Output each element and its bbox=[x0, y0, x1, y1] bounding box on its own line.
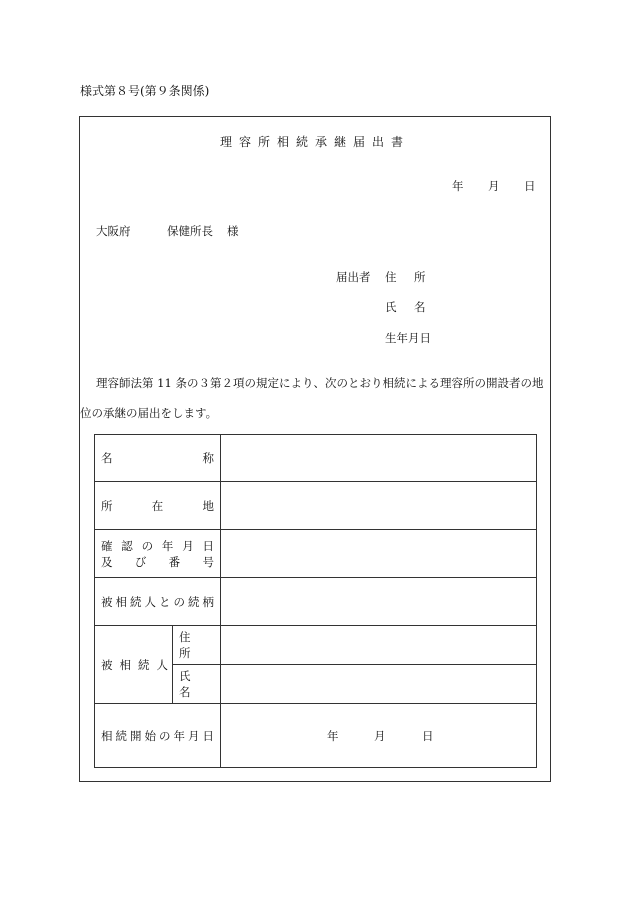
label-char: 所 bbox=[101, 498, 113, 513]
label-char: 年 bbox=[161, 538, 174, 553]
label-char: 称 bbox=[202, 451, 214, 465]
label-char: 月 bbox=[188, 728, 200, 743]
name-value-cell[interactable] bbox=[221, 435, 537, 482]
label-char: と bbox=[159, 594, 171, 609]
notifier-name-label: 氏 名 bbox=[385, 300, 429, 314]
notification-table bbox=[94, 434, 537, 768]
table-row bbox=[95, 578, 537, 626]
location-value-cell[interactable] bbox=[221, 482, 537, 530]
label-char: 続 bbox=[115, 728, 127, 743]
label-char: 名 bbox=[101, 451, 113, 465]
notifier-address-label: 住 所 bbox=[385, 270, 429, 284]
decedent-label bbox=[101, 657, 168, 673]
start-date-label bbox=[101, 728, 214, 744]
label-char: 始 bbox=[144, 728, 156, 743]
start-date-day: 日 bbox=[422, 729, 434, 743]
name-label bbox=[101, 450, 214, 466]
label-char: 号 bbox=[202, 554, 214, 569]
decedent-name-value-cell[interactable] bbox=[221, 665, 537, 704]
label-char: 認 bbox=[121, 538, 133, 553]
label-char: 続 bbox=[138, 657, 150, 672]
label-char: 相 bbox=[119, 657, 131, 672]
table-row bbox=[95, 626, 537, 665]
label-char: の bbox=[159, 728, 171, 743]
label-char: 日 bbox=[202, 538, 214, 553]
start-date-month: 月 bbox=[374, 729, 386, 743]
body-text-line1: 理容師法第 11 条の３第２項の規定により、次のとおり相続による理容所の開設者の地 bbox=[96, 376, 544, 390]
relation-label bbox=[101, 594, 214, 610]
body-text-line2: 位の承継の届出をします。 bbox=[80, 406, 218, 420]
label-char: 被 bbox=[101, 657, 113, 672]
label-char: 柄 bbox=[202, 594, 214, 609]
label-char: 続 bbox=[188, 594, 200, 609]
addressee-prefecture: 大阪府 bbox=[96, 224, 131, 238]
label-char: 日 bbox=[202, 728, 214, 743]
label-char: 及 bbox=[101, 554, 113, 569]
label-char: 確 bbox=[101, 538, 113, 553]
start-date-value-cell[interactable] bbox=[221, 704, 537, 768]
label-char: の bbox=[141, 538, 154, 553]
label-char: 地 bbox=[202, 498, 214, 513]
decedent-address-value-cell[interactable] bbox=[221, 626, 537, 665]
date-day: 日 bbox=[524, 179, 536, 193]
label-char: 在 bbox=[151, 498, 164, 513]
start-date-year: 年 bbox=[327, 729, 339, 743]
label-char: び bbox=[134, 554, 147, 569]
table-row bbox=[95, 435, 537, 482]
label-char: の bbox=[173, 594, 185, 609]
addressee-honorific: 様 bbox=[227, 224, 239, 238]
relation-value-cell[interactable] bbox=[221, 578, 537, 626]
notifier-birthdate-label: 生年月日 bbox=[385, 331, 431, 345]
table-row bbox=[95, 530, 537, 578]
table-row bbox=[95, 482, 537, 530]
label-char: 年 bbox=[173, 728, 185, 743]
decedent-address-label: 住 所 bbox=[173, 626, 221, 665]
confirmation-value-cell[interactable] bbox=[221, 530, 537, 578]
form-title: 理容所相続承継届出書 bbox=[219, 135, 410, 149]
label-char: 番 bbox=[168, 554, 181, 569]
confirmation-label-line1 bbox=[101, 538, 214, 554]
label-char: 相 bbox=[101, 728, 113, 743]
label-char: 月 bbox=[182, 538, 194, 553]
label-char: 人 bbox=[144, 594, 156, 609]
addressee-office: 保健所長 bbox=[167, 224, 213, 238]
label-char: 続 bbox=[130, 594, 142, 609]
label-char: 人 bbox=[156, 657, 168, 672]
confirmation-label-line2 bbox=[101, 554, 214, 570]
notifier-label: 届出者 bbox=[336, 270, 371, 284]
label-char: 開 bbox=[130, 728, 142, 743]
form-number: 様式第８号(第９条関係) bbox=[80, 84, 210, 98]
date-month: 月 bbox=[488, 179, 500, 193]
date-year: 年 bbox=[452, 179, 464, 193]
location-label bbox=[101, 498, 214, 514]
date-line bbox=[452, 178, 536, 194]
decedent-name-label: 氏 名 bbox=[173, 665, 221, 704]
label-char: 被 bbox=[101, 594, 113, 609]
label-char: 相 bbox=[115, 594, 127, 609]
table-row bbox=[95, 704, 537, 768]
